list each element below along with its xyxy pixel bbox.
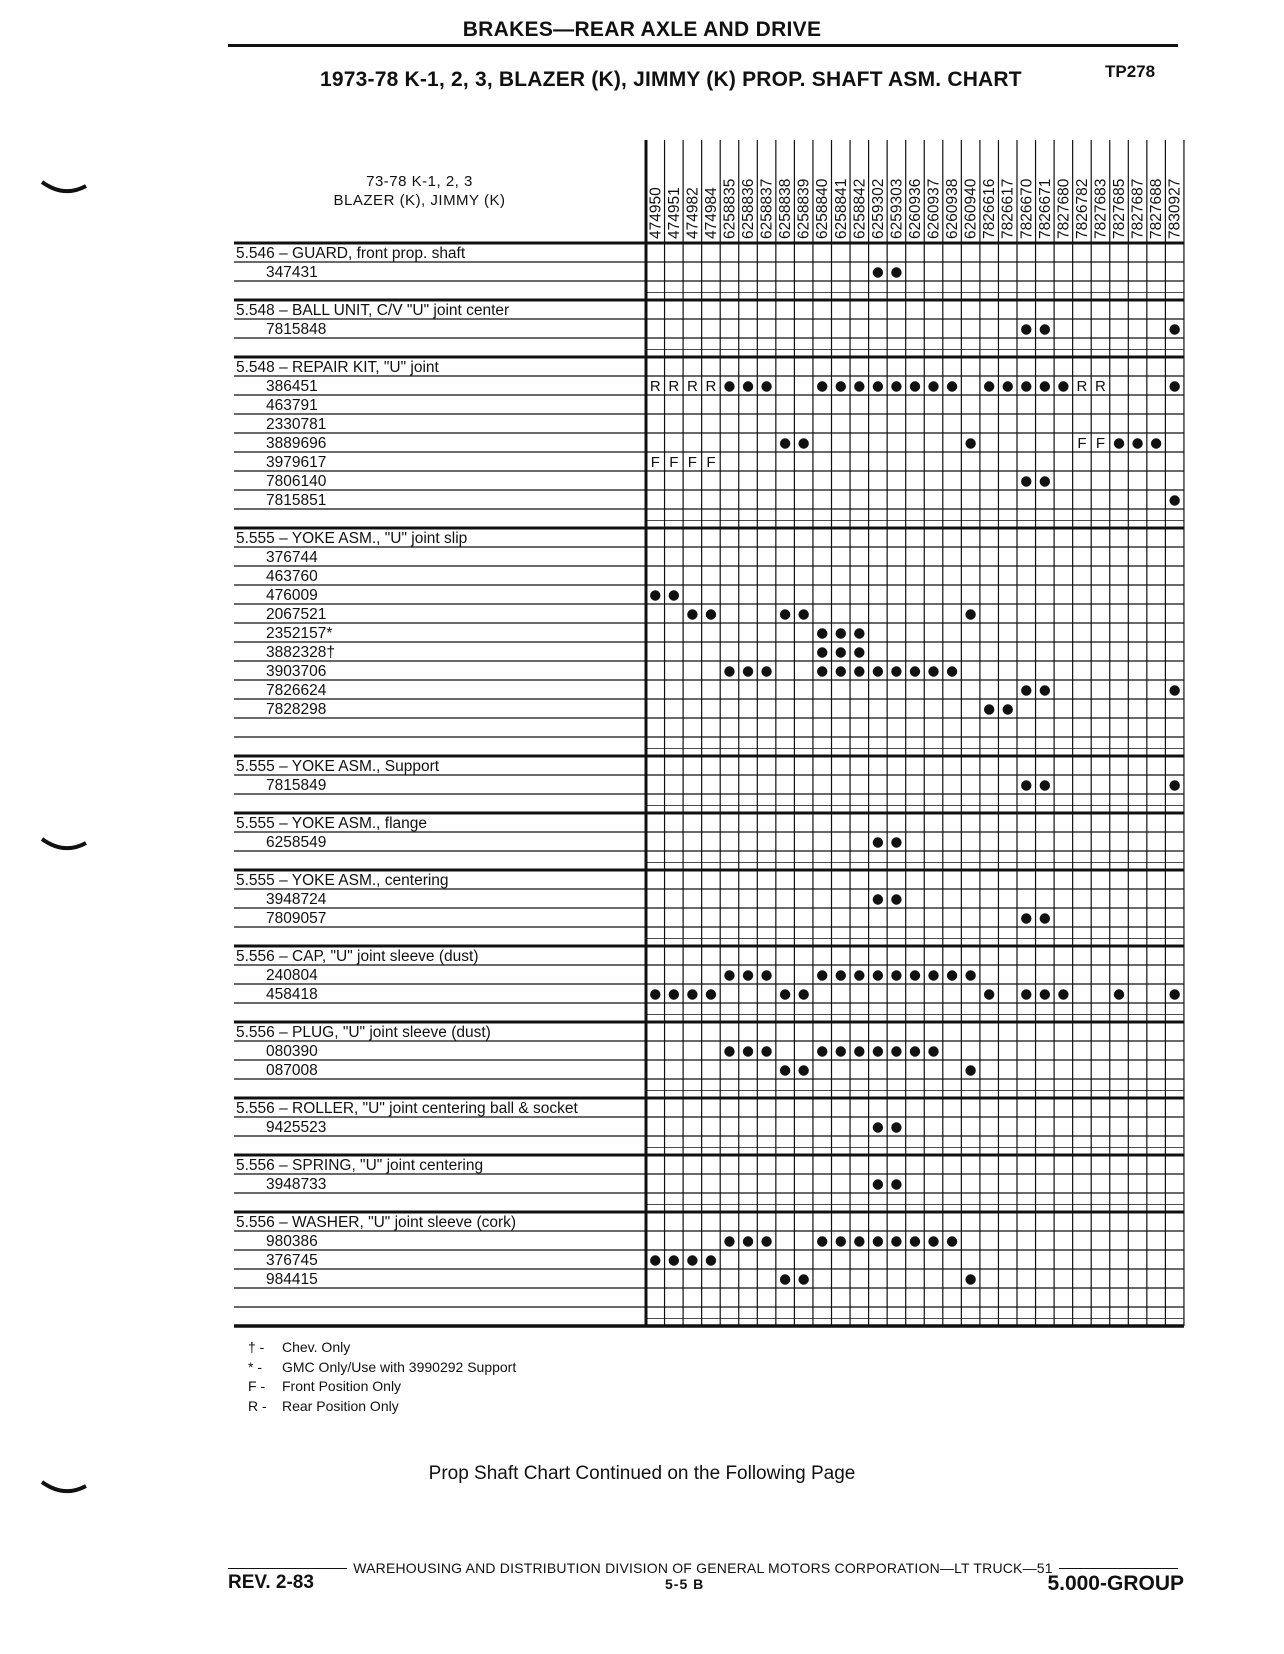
column-header-part-number: 7826670 <box>1018 178 1036 239</box>
fitment-dot <box>910 666 920 676</box>
part-number: 7806140 <box>266 473 327 490</box>
fitment-dot <box>780 1274 790 1284</box>
fitment-dot <box>854 1236 864 1246</box>
fitment-dot <box>947 381 957 391</box>
column-header-part-number: 6260936 <box>906 178 924 239</box>
fitment-dot <box>743 1236 753 1246</box>
fitment-dot <box>836 1046 846 1056</box>
column-header-part-number: 7827687 <box>1129 178 1147 239</box>
fitment-dot <box>854 1046 864 1056</box>
fitment-dot <box>854 970 864 980</box>
fitment-dot <box>798 438 808 448</box>
fitment-dot <box>873 837 883 847</box>
fitment-dot <box>724 1046 734 1056</box>
fitment-letter: R <box>686 378 698 395</box>
fitment-dot <box>817 628 827 638</box>
fitment-dot <box>1021 476 1031 486</box>
fitment-letter: F <box>669 454 679 471</box>
fitment-dot <box>947 666 957 676</box>
fitment-dot <box>965 1274 975 1284</box>
legend <box>248 1338 516 1416</box>
part-number: 3889696 <box>266 435 327 452</box>
fitment-dot <box>910 1046 920 1056</box>
column-header-part-number: 6258838 <box>777 178 795 239</box>
column-header-part-number: 6258839 <box>795 178 813 239</box>
fitment-dot <box>854 628 864 638</box>
fitment-dot <box>984 381 994 391</box>
column-header-part-number: 6260940 <box>962 178 980 239</box>
fitment-dot <box>910 970 920 980</box>
fitment-dot <box>761 381 771 391</box>
part-number: 7815848 <box>266 321 327 338</box>
fitment-letter: F <box>1077 435 1087 452</box>
fitment-dot <box>706 1255 716 1265</box>
column-header-part-number: 6259303 <box>888 178 906 239</box>
fitment-dot <box>1021 381 1031 391</box>
fitment-dot <box>817 647 827 657</box>
fitment-dot <box>687 609 697 619</box>
fitment-dot <box>891 1236 901 1246</box>
fitment-dot <box>836 381 846 391</box>
fitment-dot <box>817 970 827 980</box>
legend-text: GMC Only/Use with 3990292 Support <box>282 1358 517 1375</box>
part-number: 347431 <box>266 264 318 281</box>
fitment-dot <box>873 970 883 980</box>
fitment-dot <box>798 609 808 619</box>
footer-revision: REV. 2-83 <box>228 1572 314 1593</box>
part-number: 386451 <box>266 378 318 395</box>
group-title: 5.555 – YOKE ASM., "U" joint slip <box>236 530 468 547</box>
column-header-part-number: 6258836 <box>740 178 758 239</box>
fitment-dot <box>928 381 938 391</box>
column-header-part-number: 7830927 <box>1166 178 1184 239</box>
column-header-part-number: 474982 <box>684 187 702 239</box>
part-number: 7809057 <box>266 910 327 927</box>
part-number: 2330781 <box>266 416 327 433</box>
legend-symbol: R - <box>248 1397 267 1414</box>
fitment-letter: R <box>668 378 680 395</box>
part-number: 463760 <box>266 568 318 585</box>
part-number: 3948733 <box>266 1176 327 1193</box>
fitment-dot <box>965 1065 975 1075</box>
fitment-dot <box>836 647 846 657</box>
part-number: 3903706 <box>266 663 327 680</box>
part-number: 9425523 <box>266 1119 327 1136</box>
vehicle-line-1: 73-78 K-1, 2, 3 <box>366 173 473 190</box>
fitment-dot <box>650 590 660 600</box>
fitment-dot <box>854 647 864 657</box>
fitment-dot <box>984 989 994 999</box>
fitment-dot <box>1151 438 1161 448</box>
legend-item <box>248 1377 516 1397</box>
fitment-dot <box>891 666 901 676</box>
fitment-dot <box>1021 324 1031 334</box>
fitment-dot <box>780 1065 790 1075</box>
fitment-dot <box>706 609 716 619</box>
part-number: 980386 <box>266 1233 318 1250</box>
fitment-dot <box>1003 704 1013 714</box>
fitment-dot <box>891 970 901 980</box>
fitment-dot <box>836 1236 846 1246</box>
fitment-dot <box>1114 989 1124 999</box>
fitment-dot <box>873 894 883 904</box>
fitment-dot <box>1169 495 1179 505</box>
fitment-dot <box>817 1046 827 1056</box>
column-header-part-number: 6258835 <box>721 178 739 239</box>
fitment-dot <box>910 1236 920 1246</box>
fitment-dot <box>761 1046 771 1056</box>
part-number: 240804 <box>266 967 318 984</box>
fitment-dot <box>928 1236 938 1246</box>
fitment-dot <box>1021 913 1031 923</box>
part-number: 087008 <box>266 1062 318 1079</box>
footer-page-number: 5-5 B <box>665 1576 705 1592</box>
fitment-dot <box>650 1255 660 1265</box>
fitment-dot <box>1040 685 1050 695</box>
part-number: 7815849 <box>266 777 327 794</box>
fitment-dot <box>891 837 901 847</box>
group-title: 5.556 – CAP, "U" joint sleeve (dust) <box>236 948 479 965</box>
fitment-letter: R <box>1076 378 1088 395</box>
footer-rule-right <box>1059 1568 1178 1569</box>
fitment-dot <box>891 267 901 277</box>
fitment-dot <box>761 666 771 676</box>
fitment-dot <box>669 590 679 600</box>
group-title: 5.556 – WASHER, "U" joint sleeve (cork) <box>236 1214 517 1231</box>
legend-symbol: F - <box>248 1378 266 1394</box>
fitment-dot <box>1040 381 1050 391</box>
fitment-letter: F <box>650 454 660 471</box>
part-number: 463791 <box>266 397 318 414</box>
part-number: 7826624 <box>266 682 327 699</box>
fitment-dot <box>1040 780 1050 790</box>
fitment-dot <box>1003 381 1013 391</box>
fitment-dot <box>1169 989 1179 999</box>
fitment-dot <box>873 1122 883 1132</box>
fitment-dot <box>1021 780 1031 790</box>
fitment-dot <box>854 381 864 391</box>
fitment-letter: R <box>1095 378 1106 395</box>
column-header-part-number: 7827680 <box>1055 178 1073 239</box>
fitment-dot <box>1132 438 1142 448</box>
fitment-dot <box>687 1255 697 1265</box>
fitment-dot <box>910 381 920 391</box>
fitment-dot <box>743 381 753 391</box>
fitment-dot <box>780 609 790 619</box>
fitment-letter: F <box>1095 435 1106 452</box>
fitment-dot <box>1169 381 1179 391</box>
fitment-dot <box>947 970 957 980</box>
part-number: 7815851 <box>266 492 327 509</box>
part-number: 3948724 <box>266 891 327 908</box>
column-header-part-number: 474951 <box>665 187 683 239</box>
legend-text: Rear Position Only <box>282 1397 399 1414</box>
group-title: 5.556 – PLUG, "U" joint sleeve (dust) <box>236 1024 491 1041</box>
fitment-dot <box>724 381 734 391</box>
group-title: 5.556 – SPRING, "U" joint centering <box>236 1157 484 1174</box>
fitment-dot <box>743 1046 753 1056</box>
fitment-dot <box>928 666 938 676</box>
fitment-dot <box>873 267 883 277</box>
part-number: 3882328† <box>266 644 335 661</box>
legend-item <box>248 1397 516 1417</box>
part-number: 7828298 <box>266 701 327 718</box>
column-header-part-number: 6258841 <box>832 178 850 239</box>
fitment-dot <box>965 609 975 619</box>
fitment-dot <box>1058 381 1068 391</box>
footer-rule-left <box>228 1568 347 1569</box>
column-header-part-number: 6260938 <box>944 178 962 239</box>
legend-symbol: * - <box>248 1358 262 1375</box>
footer-group: 5.000-GROUP <box>1047 1572 1184 1595</box>
legend-item <box>248 1338 516 1358</box>
fitment-dot <box>743 970 753 980</box>
part-number: 3979617 <box>266 454 327 471</box>
column-header-part-number: 7827685 <box>1111 178 1129 239</box>
fitment-dot <box>798 1274 808 1284</box>
fitment-dot <box>687 989 697 999</box>
column-header-part-number: 6258842 <box>851 178 869 239</box>
group-title: 5.555 – YOKE ASM., flange <box>236 815 428 832</box>
fitment-dot <box>780 989 790 999</box>
fitment-dot <box>1040 989 1050 999</box>
legend-item <box>248 1358 516 1378</box>
fitment-dot <box>817 381 827 391</box>
fitment-dot <box>724 970 734 980</box>
fitment-dot <box>928 970 938 980</box>
fitment-dot <box>965 438 975 448</box>
legend-text: Front Position Only <box>282 1378 402 1394</box>
fitment-dot <box>873 1046 883 1056</box>
group-title: 5.555 – YOKE ASM., Support <box>236 758 440 775</box>
fitment-dot <box>761 1236 771 1246</box>
part-number: 080390 <box>266 1043 318 1060</box>
legend-text: Chev. Only <box>282 1339 351 1355</box>
column-header-part-number: 6260937 <box>925 178 943 239</box>
fitment-dot <box>1021 989 1031 999</box>
fitment-dot <box>891 1046 901 1056</box>
fitment-letter: R <box>649 378 661 395</box>
fitment-dot <box>706 989 716 999</box>
fitment-dot <box>965 970 975 980</box>
fitment-letter: F <box>706 454 716 471</box>
footer-division-line <box>228 1560 1178 1576</box>
fitment-dot <box>873 1236 883 1246</box>
part-number: 6258549 <box>266 834 327 851</box>
fitment-dot <box>1114 438 1124 448</box>
group-title: 5.548 – REPAIR KIT, "U" joint <box>236 359 439 376</box>
column-header-part-number: 7827683 <box>1092 178 1110 239</box>
part-number: 2352157* <box>266 625 333 642</box>
column-header-part-number: 7826617 <box>999 178 1017 239</box>
part-number: 376745 <box>266 1252 318 1269</box>
fitment-dot <box>891 381 901 391</box>
fitment-dot <box>984 704 994 714</box>
vehicle-line-2: BLAZER (K), JIMMY (K) <box>333 192 506 209</box>
column-header-part-number: 7826782 <box>1073 178 1091 239</box>
fitment-dot <box>947 1236 957 1246</box>
fitment-dot <box>891 1179 901 1189</box>
fitment-dot <box>1169 780 1179 790</box>
legend-symbol: † - <box>248 1339 265 1355</box>
fitment-dot <box>761 970 771 980</box>
fitment-dot <box>780 438 790 448</box>
fitment-dot <box>743 666 753 676</box>
chart-title: 1973-78 K-1, 2, 3, BLAZER (K), JIMMY (K) PROP. SHAFT ASM. CHART <box>320 68 1022 91</box>
column-header-part-number: 7826616 <box>981 178 999 239</box>
chart-code: TP278 <box>1105 62 1156 81</box>
fitment-dot <box>1058 989 1068 999</box>
fitment-dot <box>891 1122 901 1132</box>
column-header-part-number: 6259302 <box>869 178 887 239</box>
fitment-dot <box>669 1255 679 1265</box>
fitment-dot <box>669 989 679 999</box>
part-number: 376744 <box>266 549 318 566</box>
column-header-part-number: 474984 <box>702 187 720 239</box>
fitment-dot <box>873 666 883 676</box>
fitment-dot <box>928 1046 938 1056</box>
fitment-dot <box>836 666 846 676</box>
fitment-dot <box>724 1236 734 1246</box>
fitment-dot <box>1040 476 1050 486</box>
fitment-dot <box>724 666 734 676</box>
fitment-dot <box>891 894 901 904</box>
part-number: 2067521 <box>266 606 327 623</box>
part-number: 458418 <box>266 986 318 1003</box>
fitment-dot <box>817 1236 827 1246</box>
fitment-dot <box>1169 685 1179 695</box>
fitment-dot <box>798 989 808 999</box>
fitment-dot <box>650 989 660 999</box>
column-header-part-number: 474950 <box>647 187 665 239</box>
fitment-dot <box>817 666 827 676</box>
fitment-letter: R <box>705 378 717 395</box>
column-header-part-number: 7827688 <box>1148 178 1166 239</box>
fitment-dot <box>836 628 846 638</box>
fitment-dot <box>1169 324 1179 334</box>
group-title: 5.556 – ROLLER, "U" joint centering ball & socket <box>236 1100 578 1117</box>
group-title: 5.548 – BALL UNIT, C/V "U" joint center <box>236 302 510 319</box>
fitment-dot <box>1040 324 1050 334</box>
column-header-part-number: 6258837 <box>758 178 776 239</box>
fitment-dot <box>854 666 864 676</box>
footer-division: WAREHOUSING AND DISTRIBUTION DIVISION OF GENERAL MOTORS CORPORATION—LT TRUCK—51 <box>353 1560 1053 1576</box>
part-number: 476009 <box>266 587 318 604</box>
fitment-dot <box>873 1179 883 1189</box>
fitment-letter: F <box>687 454 697 471</box>
column-header-part-number: 6258840 <box>814 178 832 239</box>
group-title: 5.546 – GUARD, front prop. shaft <box>236 245 466 262</box>
fitment-dot <box>836 970 846 980</box>
part-number: 984415 <box>266 1271 318 1288</box>
continued-note: Prop Shaft Chart Continued on the Following Page <box>428 1463 856 1484</box>
fitment-dot <box>1021 685 1031 695</box>
fitment-dot <box>1040 913 1050 923</box>
group-title: 5.555 – YOKE ASM., centering <box>236 872 449 889</box>
fitment-dot <box>798 1065 808 1075</box>
column-header-part-number: 7826671 <box>1036 178 1054 239</box>
fitment-dot <box>873 381 883 391</box>
section-title: BRAKES—REAR AXLE AND DRIVE <box>462 18 822 41</box>
